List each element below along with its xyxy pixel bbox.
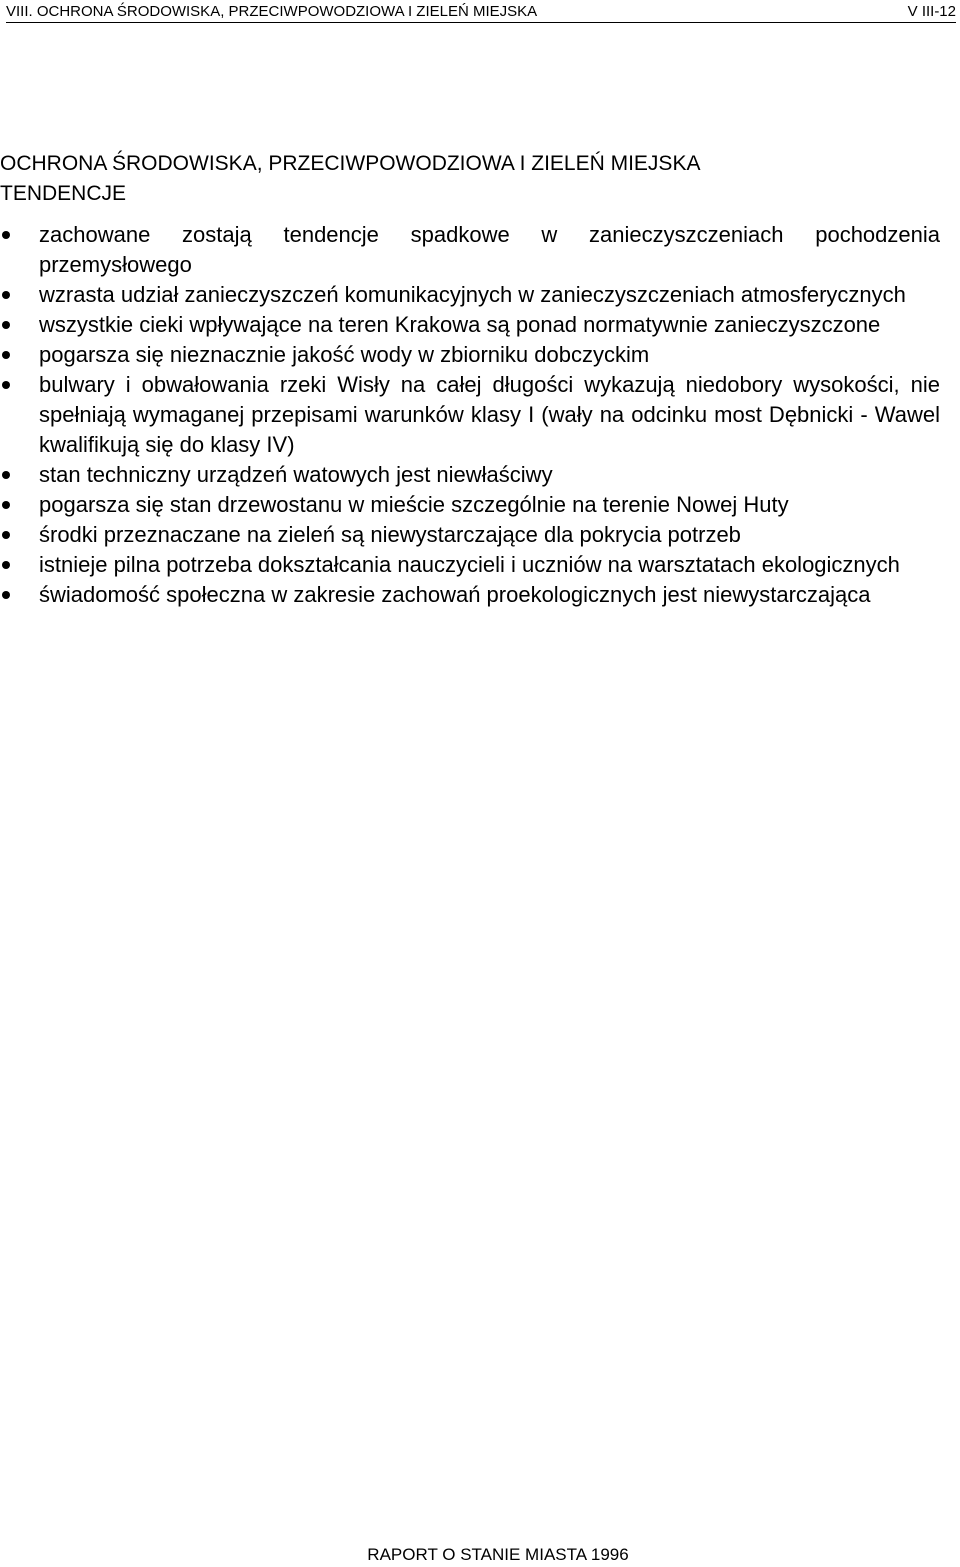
bullet-icon <box>2 291 10 299</box>
list-item <box>0 550 940 580</box>
bullet-icon <box>2 561 10 569</box>
list-item-text: wszystkie cieki wpływające na teren Krakowa są ponad normatywnie zanieczyszczone <box>39 312 881 337</box>
running-header <box>6 0 956 23</box>
bullet-icon <box>2 591 10 599</box>
list-item <box>0 340 940 370</box>
list-item-text: pogarsza się stan drzewostanu w mieście szczególnie na terenie Nowej Huty <box>39 492 789 517</box>
section-title: OCHRONA ŚRODOWISKA, PRZECIWPOWODZIOWA I ZIELEŃ MIEJSKA <box>0 152 701 175</box>
bullet-icon <box>2 471 10 479</box>
list-item-text: stan techniczny urządzeń watowych jest niewłaściwy <box>39 462 553 487</box>
list-item <box>0 520 940 550</box>
list-item-text: wzrasta udział zanieczyszczeń komunikacyjnych w zanieczyszczeniach atmosferycznych <box>39 282 906 307</box>
list-item <box>0 310 940 340</box>
list-item <box>0 280 940 310</box>
bullet-icon <box>2 351 10 359</box>
bullet-icon <box>2 231 10 239</box>
bullet-icon <box>2 321 10 329</box>
tendencies-list <box>0 220 940 610</box>
list-item <box>0 460 940 490</box>
list-item <box>0 220 940 280</box>
list-item-text: bulwary i obwałowania rzeki Wisły na całej długości wykazują niedobory wysokości, nie spełniają wymaganej przepisami warunków klasy I (wały na odcinku most Dębnicki - Wawel kwalifikują się do klasy IV) <box>39 372 940 457</box>
list-item-text: środki przeznaczane na zieleń są niewystarczające dla pokrycia potrzeb <box>39 522 741 547</box>
chapter-title: VIII. OCHRONA ŚRODOWISKA, PRZECIWPOWODZIOWA I ZIELEŃ MIEJSKA <box>6 3 538 20</box>
list-item <box>0 580 940 610</box>
list-item <box>0 370 940 460</box>
list-item-text: istnieje pilna potrzeba dokształcania nauczycieli i uczniów na warsztatach ekologicznych <box>39 552 900 577</box>
page-number: V III-12 <box>907 3 956 20</box>
bullet-icon <box>2 531 10 539</box>
bullet-icon <box>2 381 10 389</box>
page-footer: RAPORT O STANIE MIASTA 1996 <box>367 1545 629 1564</box>
list-item <box>0 490 940 520</box>
bullet-icon <box>2 501 10 509</box>
list-item-text: świadomość społeczna w zakresie zachowań proekologicznych jest niewystarczająca <box>39 582 871 607</box>
list-item-text: zachowane zostają tendencje spadkowe w zanieczyszczeniach pochodzenia przemysłowego <box>39 222 940 277</box>
section-subtitle: TENDENCJE <box>0 182 127 205</box>
list-item-text: pogarsza się nieznacznie jakość wody w zbiorniku dobczyckim <box>39 342 650 367</box>
